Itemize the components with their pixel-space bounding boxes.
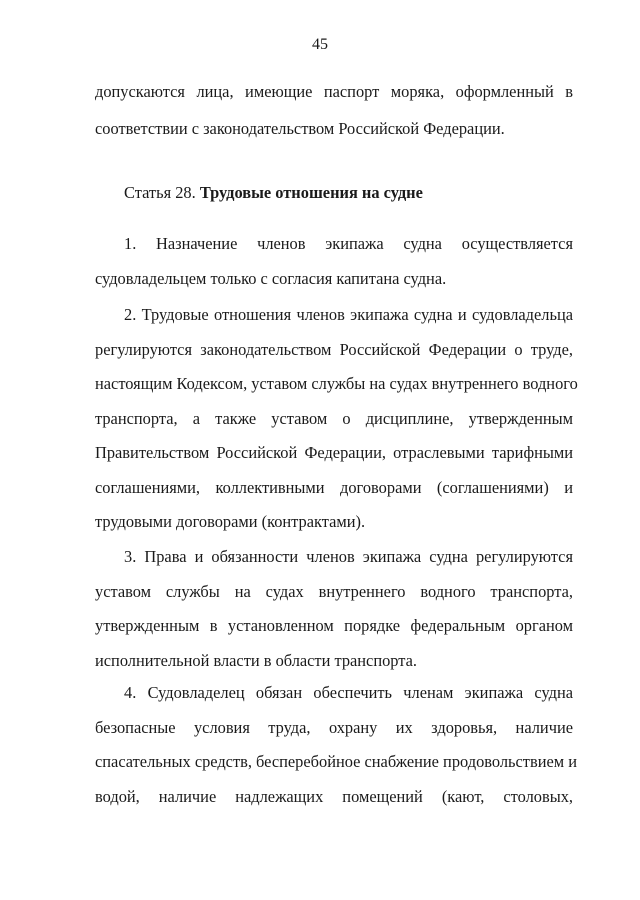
text-line: спасательных средств, бесперебойное снабжение продовольствием и <box>95 752 578 771</box>
text-line: судовладельцем только с согласия капитана судна. <box>95 268 447 288</box>
text-line: транспорта, а также уставом о дисциплине, утвержденным <box>95 408 573 428</box>
text-line: Правительством Российской Федерации, отраслевыми тарифными <box>95 443 573 462</box>
text-line: исполнительной власти в области транспорта. <box>95 650 418 670</box>
article-title: Трудовые отношения на судне <box>199 183 423 202</box>
text-line: допускаются лица, имеющие паспорт моряка, оформленный в <box>95 82 573 101</box>
text-line: уставом службы на судах внутреннего водного транспорта, <box>95 581 573 601</box>
text-line: безопасные условия труда, охрану их здоровья, наличие <box>95 717 573 737</box>
text-line: утвержденным в установленном порядке федеральным органом <box>95 616 573 635</box>
intro-text <box>95 82 573 139</box>
paragraph-2 <box>95 305 578 532</box>
article-label: Статья 28. <box>124 183 196 202</box>
article-heading <box>124 183 423 203</box>
text-line: 1. Назначение членов экипажа судна осуществляется <box>124 234 573 253</box>
page-number: 45 <box>312 36 328 53</box>
text-line: настоящим Кодексом, уставом службы на судах внутреннего водного <box>95 374 578 393</box>
text-line: 3. Права и обязанности членов экипажа судна регулируются <box>124 547 573 566</box>
text-line: 2. Трудовые отношения членов экипажа судна и судовладельца <box>124 305 573 324</box>
text-line: соглашениями, коллективными договорами (соглашениями) и <box>95 477 573 497</box>
text-line: 4. Судовладелец обязан обеспечить членам экипажа судна <box>124 683 573 702</box>
text-line: водой, наличие надлежащих помещений (кают, столовых, <box>95 786 573 806</box>
paragraph-3 <box>95 547 573 671</box>
paragraph-1 <box>95 234 573 289</box>
text-line: соответствии с законодательством Российской Федерации. <box>95 119 505 138</box>
text-line: регулируются законодательством Российской Федерации о труде, <box>95 339 573 359</box>
text-line: трудовыми договорами (контрактами). <box>95 512 366 531</box>
paragraph-4 <box>95 683 578 807</box>
